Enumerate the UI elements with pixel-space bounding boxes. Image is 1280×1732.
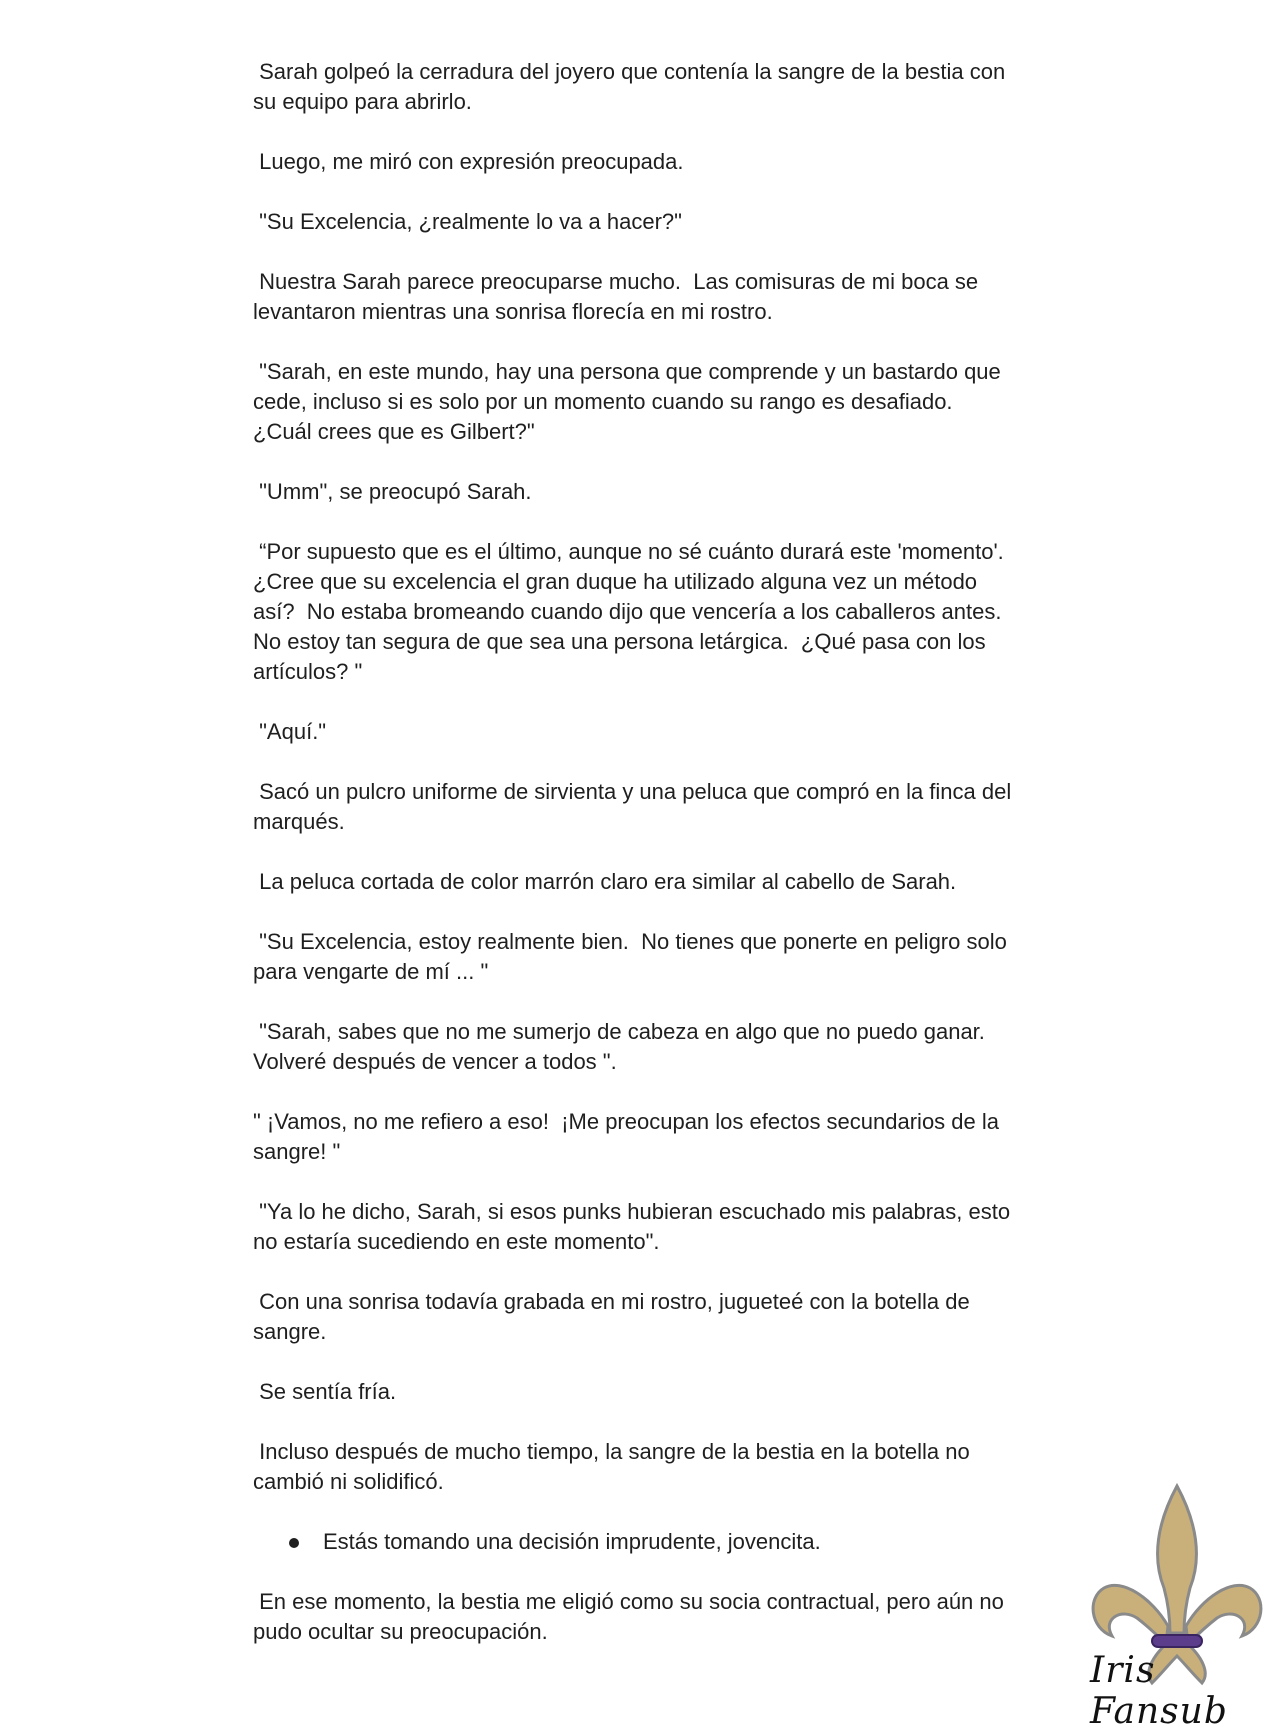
- paragraph: Se sentía fría.: [253, 1379, 397, 1404]
- watermark-text: Iris Fansub: [1090, 1650, 1228, 1732]
- paragraph: "Ya lo he dicho, Sarah, si esos punks hubieran escuchado mis palabras, esto no estaría sucediendo en este momento".: [253, 1199, 1011, 1254]
- paragraph: En ese momento, la bestia me eligió como su socia contractual, pero aún no pudo ocultar su preocupación.: [253, 1589, 1004, 1644]
- paragraph: Incluso después de mucho tiempo, la sangre de la bestia en la botella no cambió ni solidificó.: [253, 1439, 970, 1494]
- paragraph: "Aquí.": [253, 719, 327, 744]
- paragraph: "Sarah, en este mundo, hay una persona que comprende y un bastardo que cede, incluso si es solo por un momento cuando su rango es desafiado. ¿Cuál crees que es Gilbert?": [253, 359, 1001, 444]
- bullet-item: [253, 1527, 1053, 1557]
- paragraph: Nuestra Sarah parece preocuparse mucho. Las comisuras de mi boca se levantaron mientras una sonrisa florecía en mi rostro.: [253, 269, 979, 324]
- paragraph: " ¡Vamos, no me refiero a eso! ¡Me preocupan los efectos secundarios de la sangre! ": [253, 1109, 1000, 1164]
- paragraph: "Umm", se preocupó Sarah.: [253, 479, 532, 504]
- paragraph: Sarah golpeó la cerradura del joyero que contenía la sangre de la bestia con su equipo para abrirlo.: [253, 59, 1006, 114]
- paragraph: Con una sonrisa todavía grabada en mi rostro, jugueteé con la botella de sangre.: [253, 1289, 970, 1344]
- paragraph: "Su Excelencia, estoy realmente bien. No tienes que ponerte en peligro solo para vengarte de mí ... ": [253, 929, 1007, 984]
- bullet-icon: [289, 1538, 299, 1548]
- paragraph: "Su Excelencia, ¿realmente lo va a hacer?": [253, 209, 682, 234]
- bullet-text: Estás tomando una decisión imprudente, jovencita.: [323, 1529, 821, 1554]
- paragraph: Sacó un pulcro uniforme de sirvienta y una peluca que compró en la finca del marqués.: [253, 779, 1012, 834]
- paragraph: Luego, me miró con expresión preocupada.: [253, 149, 684, 174]
- document-body: [253, 57, 1053, 1677]
- paragraph: "Sarah, sabes que no me sumerjo de cabeza en algo que no puedo ganar. Volveré después de vencer a todos ".: [253, 1019, 985, 1074]
- paragraph: “Por supuesto que es el último, aunque no sé cuánto durará este 'momento'. ¿Cree que su excelencia el gran duque ha utilizado alguna vez un método así? No estaba bromeando cuando dijo que vencería a los caballeros antes. No estoy tan segura de que sea una persona letárgica. ¿Qué pasa con los artículos? ": [253, 539, 1004, 684]
- paragraph: La peluca cortada de color marrón claro era similar al cabello de Sarah.: [253, 869, 957, 894]
